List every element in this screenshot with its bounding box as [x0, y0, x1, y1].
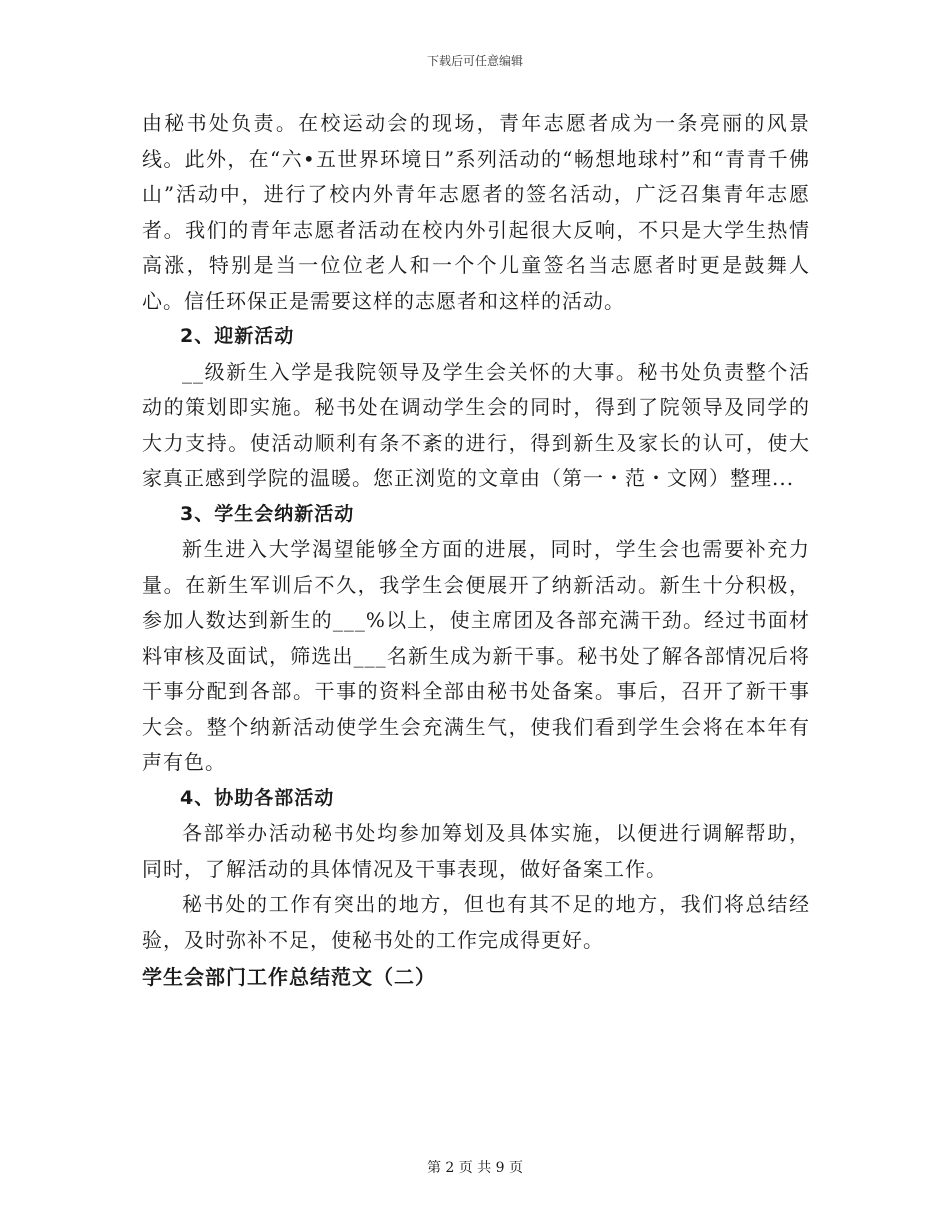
page-number: 第 2 页 共 9 页 — [426, 1160, 524, 1176]
page-header-note: 下载后可任意编辑 — [426, 54, 523, 68]
heading-welcome-activity: 2、迎新活动 — [180, 325, 295, 347]
section-title: 学生会部门工作总结范文（二） — [142, 965, 436, 989]
paragraph-recruitment-activity: 新生进入大学渴望能够全方面的进展，同时，学生会也需要补充力量。在新生军训后不久，我学生会便展开了纳新活动。新生十分积极，参加人数达到新生的___%以上，使主席团及各部充满干劲。经过书面材料审核及面试，筛选出___名新生成为新干事。秘书处了解各部情况后将干事分配到各部。干事的资料全部由秘书处备案。事后，召开了新干事大会。整个纳新活动使学生会充满生气，使我们看到学生会将在本年有声有色。 — [142, 537, 810, 774]
paragraph-volunteers: 由秘书处负责。在校运动会的现场，青年志愿者成为一条亮丽的风景线。此外，在“六•五世界环境日”系列活动的“畅想地球村”和“青青千佛山”活动中，进行了校内外青年志愿者的签名活动，广泛召集青年志愿者。我们的青年志愿者活动在校内外引起很大反响，不只是大学生热情高涨，特别是当一位位老人和一个个儿童签名当志愿者时更是鼓舞人心。信任环保正是需要这样的志愿者和这样的活动。 — [142, 111, 810, 313]
paragraph-welcome-activity: __级新生入学是我院领导及学生会关怀的大事。秘书处负责整个活动的策划即实施。秘书处在调动学生会的同时，得到了院领导及同学的大力支持。使活动顺利有条不紊的进行，得到新生及家长的认可，使大家真正感到学院的温暖。您正浏览的文章由（第一・范・文网）整理... — [142, 359, 810, 490]
paragraph-conclusion: 秘书处的工作有突出的地方，但也有其不足的地方，我们将总结经验，及时弥补不足，使秘书处的工作完成得更好。 — [142, 892, 810, 952]
heading-recruitment-activity: 3、学生会纳新活动 — [180, 502, 355, 525]
paragraph-assist-departments: 各部举办活动秘书处均参加筹划及具体实施，以便进行调解帮助，同时，了解活动的具体情况及干事表现，做好备案工作。 — [142, 821, 810, 881]
document-body — [142, 106, 810, 996]
heading-assist-departments: 4、协助各部活动 — [180, 786, 335, 809]
